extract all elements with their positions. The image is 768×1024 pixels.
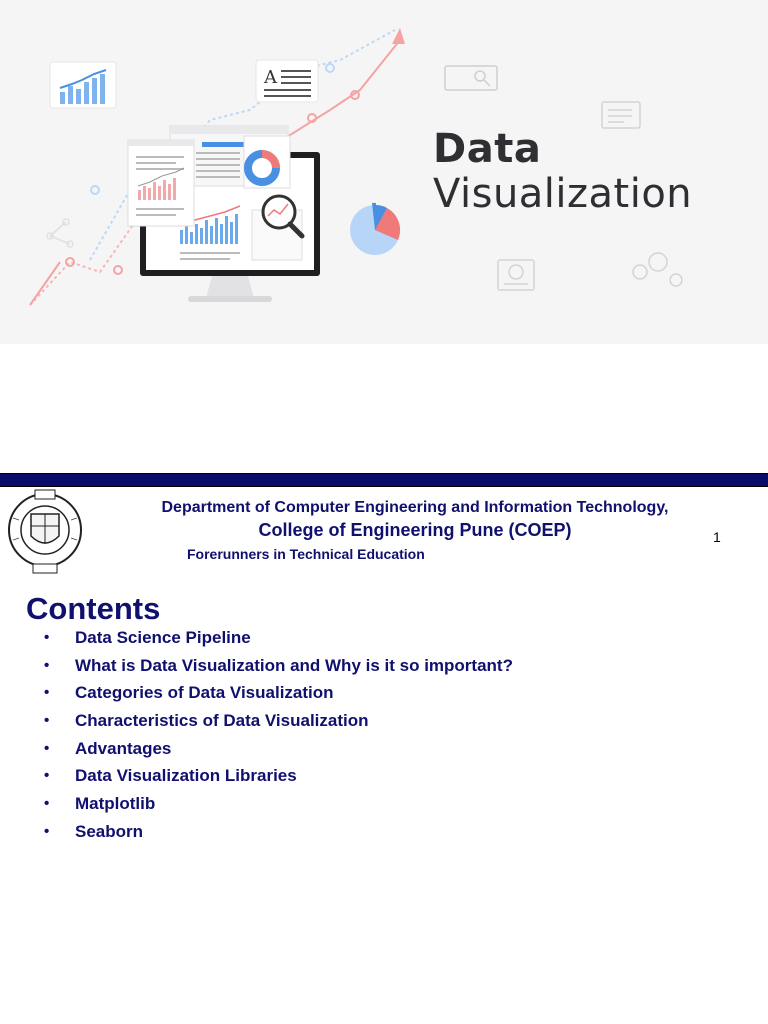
list-item-text: Data Science Pipeline xyxy=(75,628,251,647)
donut-chart-icon xyxy=(244,136,290,188)
list-item-text: Categories of Data Visualization xyxy=(75,683,334,703)
pie-chart-icon xyxy=(350,203,400,255)
header-bar xyxy=(0,473,768,487)
bar-chart-icon xyxy=(50,62,116,108)
bullet-icon: • xyxy=(44,629,50,646)
svg-text:A: A xyxy=(264,67,277,88)
report-card-icon xyxy=(128,140,194,226)
college-name: College of Engineering Pune (COEP) xyxy=(258,520,572,540)
bullet-icon: • xyxy=(44,656,50,674)
bullet-icon: • xyxy=(44,795,50,813)
bullet-icon: • xyxy=(44,822,50,840)
text-document-icon xyxy=(256,60,318,102)
list-item-text: Advantages xyxy=(75,738,172,758)
department-name: Department of Computer Engineering and Information Technology, xyxy=(161,499,669,516)
bullet-icon: • xyxy=(44,739,50,757)
bullet-icon: • xyxy=(44,684,50,702)
college-logo xyxy=(5,488,85,576)
search-box-icon xyxy=(445,66,497,90)
network-icon xyxy=(47,219,73,247)
bullet-icon: • xyxy=(44,712,50,730)
list-item-text: Matplotlib xyxy=(75,794,156,814)
list-item-text: Data Visualization Libraries xyxy=(75,766,297,786)
message-icon xyxy=(602,102,640,128)
gears-icon xyxy=(633,253,682,286)
hero-banner xyxy=(0,0,768,344)
tagline: Forerunners in Technical Education xyxy=(187,546,425,562)
list-item-text: Seaborn xyxy=(75,821,144,841)
video-icon xyxy=(498,260,534,290)
contents-heading: Contents xyxy=(26,591,161,626)
banner-title-line1: Data xyxy=(433,126,542,172)
page-number: 1 xyxy=(713,529,721,545)
bullet-icon: • xyxy=(44,767,50,785)
list-item-text: Characteristics of Data Visualization xyxy=(75,711,369,731)
banner-title-line2: Visualization xyxy=(433,171,693,217)
banner-title xyxy=(433,126,692,216)
list-item-text: What is Data Visualization and Why is it so important? xyxy=(75,655,513,675)
